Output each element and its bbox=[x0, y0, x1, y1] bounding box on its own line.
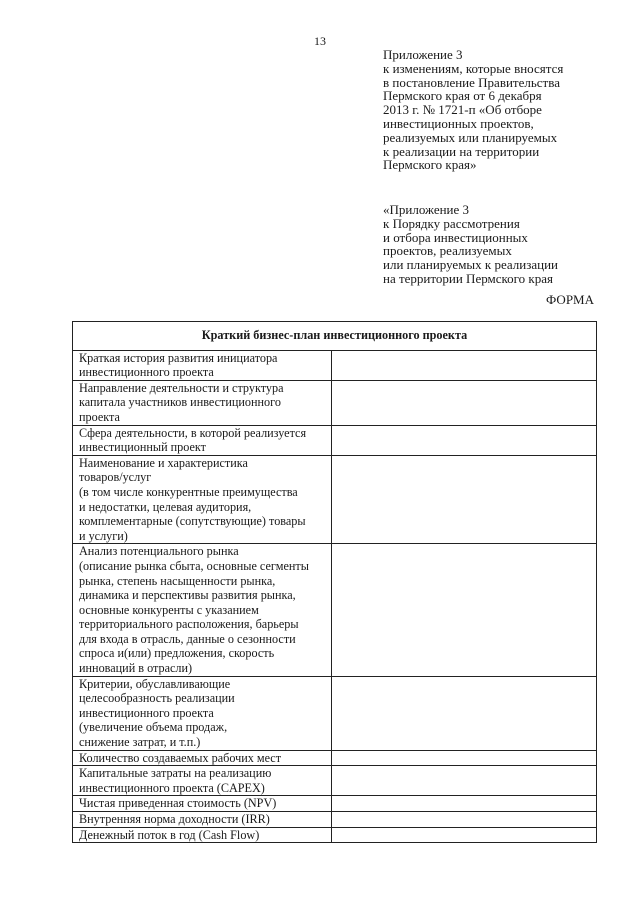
row-label-cell bbox=[73, 455, 332, 544]
row-label-cell bbox=[73, 812, 332, 828]
row-label-line: проекта bbox=[79, 409, 120, 424]
annex-sub-header-block bbox=[383, 203, 613, 286]
row-label-cell bbox=[73, 380, 332, 425]
business-plan-table bbox=[72, 321, 597, 843]
row-label-cell bbox=[73, 676, 332, 750]
table-row bbox=[73, 766, 597, 796]
row-label-line: Критерии, обуславливающие bbox=[79, 676, 231, 691]
row-value-cell[interactable] bbox=[331, 676, 596, 750]
row-label-cell bbox=[73, 750, 332, 766]
row-label-line: (увеличение объема продаж, bbox=[79, 720, 228, 735]
row-label-line: и услуги) bbox=[79, 528, 128, 543]
row-label-line: Денежный поток в год (Cash Flow) bbox=[79, 827, 260, 842]
row-label-cell bbox=[73, 796, 332, 812]
table-row bbox=[73, 750, 597, 766]
row-label-line: инноваций в отрасли) bbox=[79, 661, 193, 676]
table-row bbox=[73, 544, 597, 676]
row-label-line: территориального расположения, барьеры bbox=[79, 617, 299, 632]
row-label-line: динамика и перспективы развития рынка, bbox=[79, 588, 296, 603]
annex-main-line: к изменениям, которые вносятся bbox=[383, 60, 564, 76]
row-value-cell[interactable] bbox=[331, 350, 596, 380]
row-label-cell bbox=[73, 766, 332, 796]
row-value-cell[interactable] bbox=[331, 425, 596, 455]
row-label-line: (описание рынка сбыта, основные сегменты bbox=[79, 558, 309, 573]
row-value-cell[interactable] bbox=[331, 766, 596, 796]
row-label-line: Направление деятельности и структура bbox=[79, 380, 284, 395]
annex-main-line: реализуемых или планируемых bbox=[383, 129, 558, 145]
row-label-line: для входа в отрасль, данные о сезонности bbox=[79, 631, 296, 646]
row-label-line: и недостатки, целевая аудитория, bbox=[79, 499, 252, 514]
row-label-cell bbox=[73, 425, 332, 455]
row-label-line: основные конкуренты с указанием bbox=[79, 602, 259, 617]
row-label-line: инвестиционного проекта (CAPEX) bbox=[79, 780, 265, 795]
row-value-cell[interactable] bbox=[331, 827, 596, 843]
table-title: Краткий бизнес-план инвестиционного проекта bbox=[73, 322, 597, 351]
annex-main-line: 2013 г. № 1721-п «Об отборе bbox=[383, 102, 542, 118]
row-label-line: комплементарные (сопутствующие) товары bbox=[79, 514, 306, 529]
table-header-row bbox=[73, 322, 597, 351]
row-label-cell bbox=[73, 544, 332, 676]
table-row bbox=[73, 380, 597, 425]
row-label-line: Чистая приведенная стоимость (NPV) bbox=[79, 796, 277, 811]
table-row bbox=[73, 796, 597, 812]
annex-sub-line: или планируемых к реализации bbox=[383, 257, 559, 273]
annex-main-line: Пермского края от 6 декабря bbox=[383, 88, 542, 104]
row-label-line: Наименование и характеристика bbox=[79, 455, 248, 470]
row-value-cell[interactable] bbox=[331, 380, 596, 425]
row-label-line: Сфера деятельности, в которой реализуется bbox=[79, 425, 307, 440]
table-body bbox=[73, 350, 597, 843]
annex-sub-line: проектов, реализуемых bbox=[383, 243, 512, 259]
annex-sub-line: к Порядку рассмотрения bbox=[383, 215, 520, 231]
row-label-cell bbox=[73, 827, 332, 843]
row-label-line: Внутренняя норма доходности (IRR) bbox=[79, 812, 270, 826]
row-value-cell[interactable] bbox=[331, 455, 596, 544]
annex-main-line: Пермского края» bbox=[383, 157, 477, 173]
table-row bbox=[73, 827, 597, 843]
annex-sub-line: и отбора инвестиционных bbox=[383, 229, 528, 245]
annex-header-block bbox=[383, 48, 613, 172]
row-label-line: инвестиционного проекта bbox=[79, 365, 214, 380]
annex-main-line: в постановление Правительства bbox=[383, 74, 560, 90]
row-label-line: Количество создаваемых рабочих мест bbox=[79, 750, 282, 765]
row-value-cell[interactable] bbox=[331, 750, 596, 766]
row-label-line: снижение затрат, и т.п.) bbox=[79, 735, 201, 750]
annex-main-line: Приложение 3 bbox=[383, 47, 463, 62]
row-label-line: инвестиционного проекта bbox=[79, 705, 214, 720]
row-value-cell[interactable] bbox=[331, 544, 596, 676]
row-label-line: спроса и(или) предложения, скорость bbox=[79, 646, 275, 661]
annex-main-line: инвестиционных проектов, bbox=[383, 115, 534, 131]
table-row bbox=[73, 350, 597, 380]
row-label-line: инвестиционный проект bbox=[79, 440, 206, 455]
annex-sub-line: на территории Пермского края bbox=[383, 270, 553, 286]
row-value-cell[interactable] bbox=[331, 796, 596, 812]
row-label-cell bbox=[73, 350, 332, 380]
table-row bbox=[73, 676, 597, 750]
row-label-line: Краткая история развития инициатора bbox=[79, 350, 278, 365]
table-row bbox=[73, 425, 597, 455]
row-label-line: капитала участников инвестиционного bbox=[79, 395, 281, 410]
row-value-cell[interactable] bbox=[331, 812, 596, 828]
page-number: 13 bbox=[314, 34, 326, 48]
table-row bbox=[73, 812, 597, 828]
form-label: ФОРМА bbox=[546, 292, 594, 307]
annex-main-line: к реализации на территории bbox=[383, 143, 540, 159]
row-label-line: Анализ потенциального рынка bbox=[79, 544, 239, 559]
row-label-line: товаров/услуг bbox=[79, 470, 152, 485]
row-label-line: целесообразность реализации bbox=[79, 691, 235, 706]
row-label-line: Капитальные затраты на реализацию bbox=[79, 766, 272, 781]
row-label-line: (в том числе конкурентные преимущества bbox=[79, 484, 298, 499]
row-label-line: рынка, степень насыщенности рынка, bbox=[79, 573, 276, 588]
annex-sub-line: «Приложение 3 bbox=[383, 202, 470, 217]
table-row bbox=[73, 455, 597, 544]
